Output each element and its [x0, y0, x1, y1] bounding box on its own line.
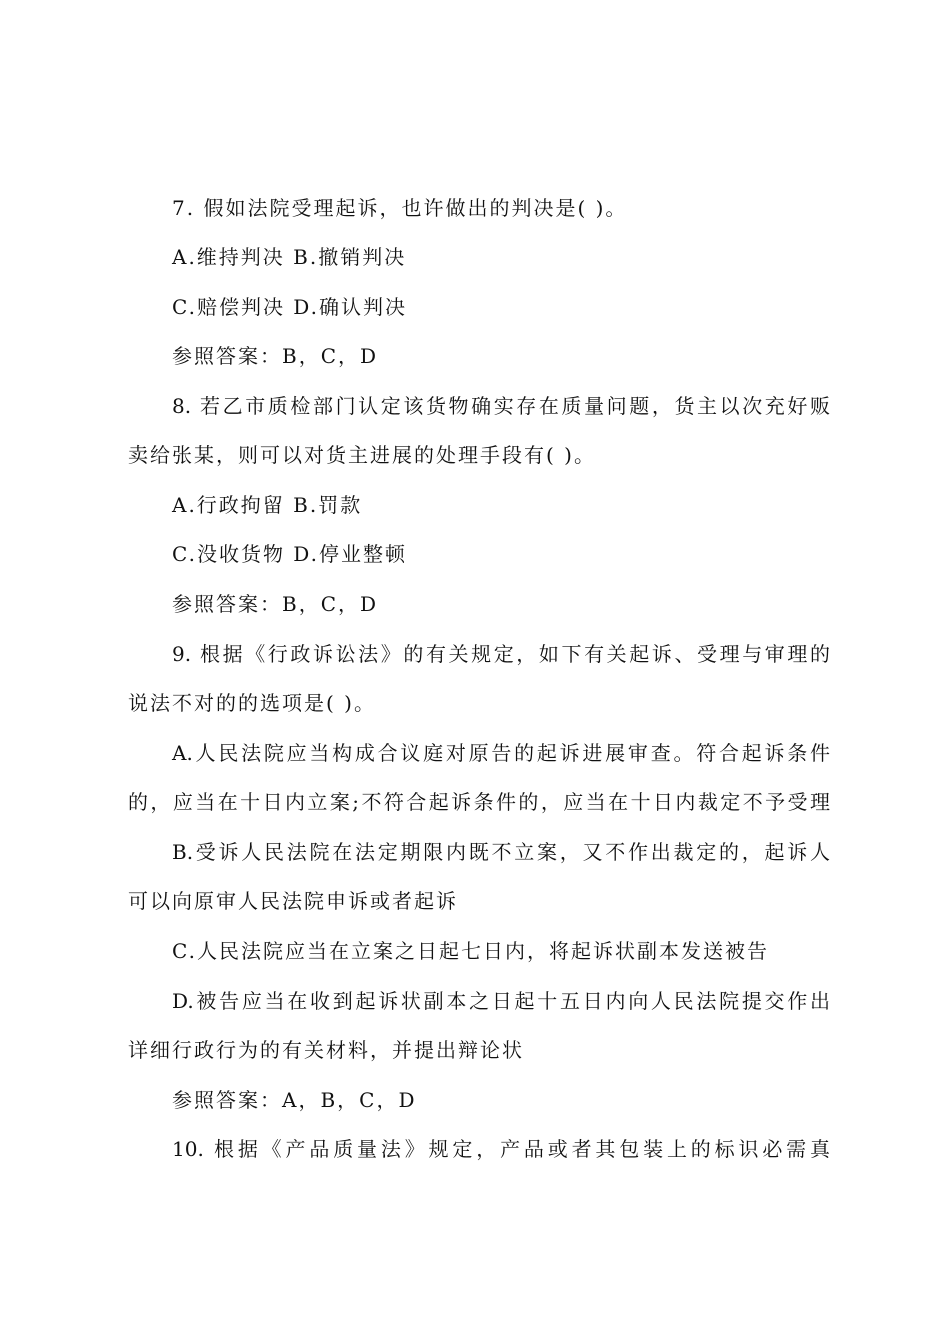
question-8-answer: 参照答案：B，C，D	[172, 592, 379, 616]
question-10-line-1: 10. 根据《产品质量法》规定，产品或者其包装上的标识必需真	[172, 1137, 830, 1161]
question-9-option-c: C.人民法院应当在立案之日起七日内，将起诉状副本发送被告	[172, 939, 769, 963]
question-9-option-a-line-2: 的，应当在十日内立案;不符合起诉条件的，应当在十日内裁定不予受理	[128, 790, 830, 814]
question-7-answer: 参照答案：B，C，D	[172, 344, 379, 368]
question-7: 7. 假如法院受理起诉，也许做出的判决是( )。	[172, 196, 628, 220]
question-7-options-cd: C.赔偿判决 D.确认判决	[172, 295, 407, 319]
question-9-option-a-line-1: A.人民法院应当构成合议庭对原告的起诉进展审查。符合起诉条件	[172, 741, 830, 765]
question-9-option-d-line-1: D.被告应当在收到起诉状副本之日起十五日内向人民法院提交作出	[172, 989, 830, 1013]
question-9-line-2: 说法不对的的选项是( )。	[128, 691, 376, 715]
question-8-line-2: 卖给张某，则可以对货主进展的处理手段有( )。	[128, 443, 596, 467]
question-7-options-ab: A.维持判决 B.撤销判决	[172, 245, 407, 269]
question-8-options-ab: A.行政拘留 B.罚款	[172, 493, 363, 517]
question-9-option-d-line-2: 详细行政行为的有关材料，并提出辩论状	[128, 1038, 524, 1062]
question-9-answer: 参照答案：A，B，C，D	[172, 1088, 417, 1112]
question-9-option-b-line-1: B.受诉人民法院在法定期限内既不立案，又不作出裁定的，起诉人	[172, 840, 830, 864]
question-9-option-b-line-2: 可以向原审人民法院申诉或者起诉	[128, 889, 458, 913]
question-9-line-1: 9. 根据《行政诉讼法》的有关规定，如下有关起诉、受理与审理的	[172, 642, 830, 666]
question-8-options-cd: C.没收货物 D.停业整顿	[172, 542, 407, 566]
question-8-line-1: 8. 若乙市质检部门认定该货物确实存在质量问题，货主以次充好贩	[172, 394, 830, 418]
